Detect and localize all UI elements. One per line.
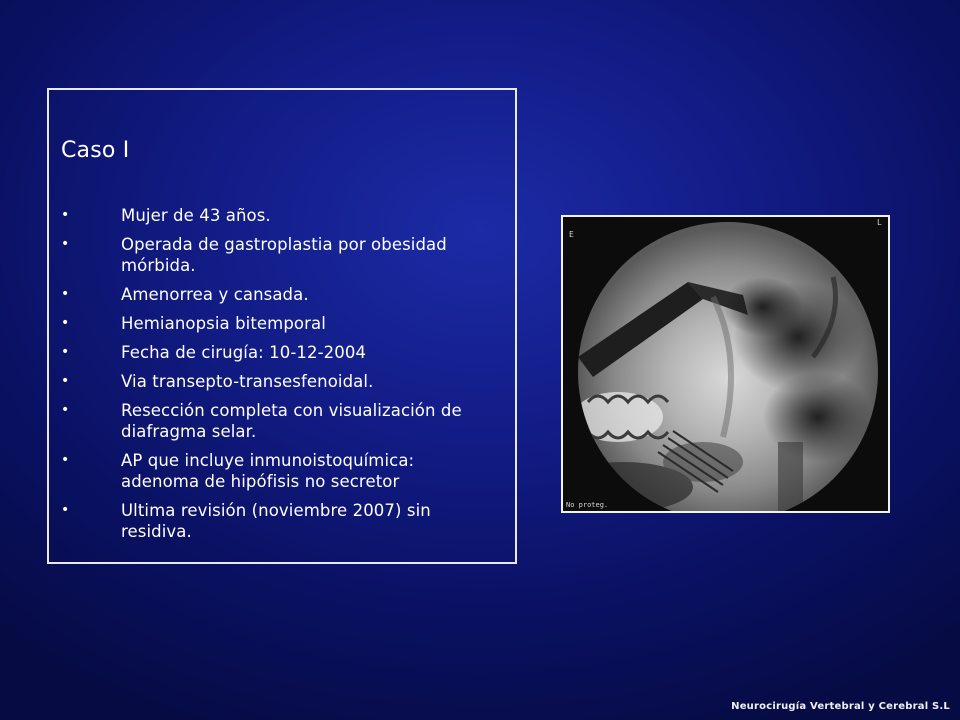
bullet-item (61, 342, 493, 363)
bullet-dot: • (61, 236, 70, 252)
bullet-item (61, 313, 493, 334)
bullet-item (61, 500, 493, 542)
bullet-text: Operada de gastroplastia por obesidad mórbida. (121, 235, 447, 275)
bullet-text: Fecha de cirugía: 10-12-2004 (121, 343, 367, 362)
bullet-dot: • (61, 452, 70, 468)
footer-company-name: Neurocirugía Vertebral y Cerebral S.L (731, 701, 950, 712)
svg-text:L: L (877, 218, 882, 227)
svg-text:E: E (569, 230, 574, 239)
xray-illustration (563, 217, 888, 511)
bullet-text: Resección completa con visualización de diafragma selar. (121, 401, 462, 441)
xray-overlay-text: No proteg. (566, 501, 609, 509)
bullet-dot: • (61, 502, 70, 518)
bullet-item (61, 371, 493, 392)
case-text-box (47, 88, 517, 564)
bullet-text: AP que incluye inmunoistoquímica: adenoma de hipófisis no secretor (121, 451, 415, 491)
bullet-dot: • (61, 315, 70, 331)
slide-title: Caso I (61, 138, 130, 163)
bullet-dot: • (61, 402, 70, 418)
bullet-text: Mujer de 43 años. (121, 206, 271, 225)
bullet-text: Ultima revisión (noviembre 2007) sin residiva. (121, 501, 431, 541)
bullet-dot: • (61, 373, 70, 389)
bullet-dot: • (61, 344, 70, 360)
bullet-item (61, 400, 493, 442)
bullet-list (61, 205, 493, 550)
bullet-text: Amenorrea y cansada. (121, 285, 309, 304)
xray-image (561, 215, 890, 513)
bullet-dot: • (61, 207, 70, 223)
bullet-item (61, 450, 493, 492)
bullet-item (61, 205, 493, 226)
bullet-item (61, 284, 493, 305)
bullet-text: Hemianopsia bitemporal (121, 314, 326, 333)
bullet-text: Via transepto-transesfenoidal. (121, 372, 374, 391)
bullet-dot: • (61, 286, 70, 302)
bullet-item (61, 234, 493, 276)
